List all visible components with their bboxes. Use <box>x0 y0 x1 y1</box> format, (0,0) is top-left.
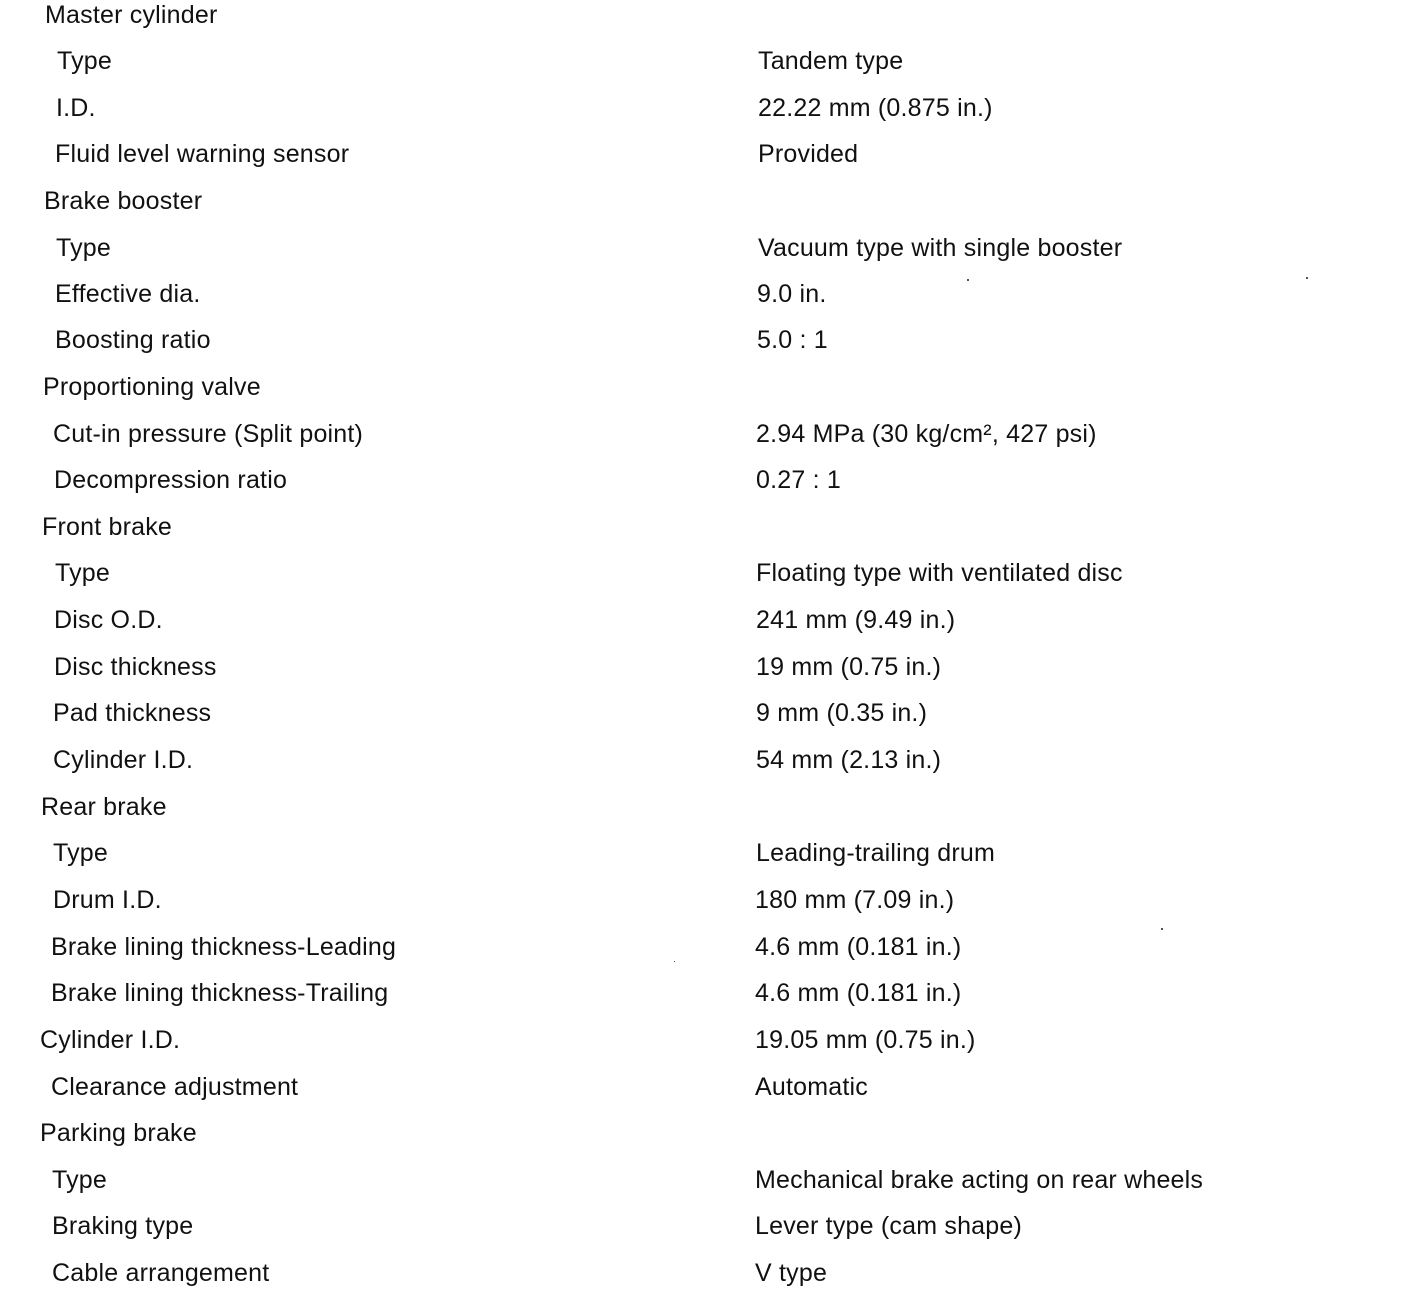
spec-row <box>0 652 1408 682</box>
spec-row <box>0 93 1408 123</box>
row-label: Brake booster <box>44 187 203 215</box>
spec-row <box>0 1025 1408 1055</box>
row-value: 0.27 : 1 <box>756 466 841 494</box>
spec-row <box>0 932 1408 962</box>
row-value: 241 mm (9.49 in.) <box>756 606 956 634</box>
row-value: Provided <box>758 140 859 168</box>
spec-row <box>0 465 1408 495</box>
spec-row <box>0 558 1408 588</box>
row-label: Disc O.D. <box>54 606 163 634</box>
spec-row <box>0 1258 1408 1288</box>
row-value: 4.6 mm (0.181 in.) <box>755 979 962 1007</box>
scan-speck <box>1161 928 1163 930</box>
row-label: Boosting ratio <box>55 326 211 354</box>
row-label: Type <box>57 47 112 75</box>
row-label: Brake lining thickness-Trailing <box>51 979 389 1007</box>
row-label: Drum I.D. <box>53 886 162 914</box>
section-header-proportioning-valve <box>0 372 1408 402</box>
row-value: Leading-trailing drum <box>756 839 996 867</box>
row-label: Cable arrangement <box>52 1259 270 1287</box>
row-label: Parking brake <box>40 1119 197 1147</box>
section-header-rear-brake <box>0 792 1408 822</box>
row-value: 4.6 mm (0.181 in.) <box>755 933 962 961</box>
row-label: Brake lining thickness-Leading <box>51 933 397 961</box>
row-label: Front brake <box>42 513 173 541</box>
spec-row <box>0 978 1408 1008</box>
row-value: V type <box>755 1259 828 1287</box>
row-value: Tandem type <box>758 47 904 75</box>
row-value: 22.22 mm (0.875 in.) <box>758 94 993 122</box>
row-value: 9.0 in. <box>757 280 827 308</box>
row-value: Lever type (cam shape) <box>755 1212 1023 1240</box>
row-value: 2.94 MPa (30 kg/cm², 427 psi) <box>756 420 1097 448</box>
spec-row <box>0 139 1408 169</box>
row-value: 5.0 : 1 <box>757 326 828 354</box>
spec-row <box>0 1211 1408 1241</box>
spec-row <box>0 46 1408 76</box>
row-label: Master cylinder <box>45 1 218 29</box>
row-label: Type <box>52 1166 107 1194</box>
row-label: Cylinder I.D. <box>40 1026 181 1054</box>
spec-row <box>0 745 1408 775</box>
spec-row <box>0 325 1408 355</box>
row-value: 19.05 mm (0.75 in.) <box>755 1026 976 1054</box>
section-header-master-cylinder <box>0 0 1408 30</box>
row-label: Effective dia. <box>55 280 201 308</box>
row-label: Fluid level warning sensor <box>55 140 350 168</box>
row-value: 180 mm (7.09 in.) <box>755 886 955 914</box>
section-header-brake-booster <box>0 186 1408 216</box>
row-value: Floating type with ventilated disc <box>756 559 1123 587</box>
row-label: Cylinder I.D. <box>53 746 194 774</box>
spec-row <box>0 1072 1408 1102</box>
row-label: I.D. <box>56 94 96 122</box>
scan-speck <box>967 279 969 281</box>
row-label: Disc thickness <box>54 653 217 681</box>
spec-row <box>0 605 1408 635</box>
row-value: 19 mm (0.75 in.) <box>756 653 942 681</box>
row-label: Proportioning valve <box>43 373 261 401</box>
spec-row <box>0 279 1408 309</box>
row-label: Type <box>56 234 111 262</box>
row-label: Type <box>55 559 110 587</box>
row-label: Clearance adjustment <box>51 1073 299 1101</box>
spec-row <box>0 885 1408 915</box>
section-header-parking-brake <box>0 1118 1408 1148</box>
row-label: Braking type <box>52 1212 194 1240</box>
row-label: Pad thickness <box>53 699 212 727</box>
spec-row <box>0 838 1408 868</box>
row-value: 9 mm (0.35 in.) <box>756 699 928 727</box>
scan-speck <box>1306 277 1308 279</box>
scan-speck <box>674 961 675 962</box>
row-label: Rear brake <box>41 793 167 821</box>
spec-row <box>0 698 1408 728</box>
row-label: Type <box>53 839 108 867</box>
row-value: Vacuum type with single booster <box>758 234 1123 262</box>
row-value: 54 mm (2.13 in.) <box>756 746 942 774</box>
spec-row <box>0 1165 1408 1195</box>
section-header-front-brake <box>0 512 1408 542</box>
spec-row <box>0 419 1408 449</box>
row-value: Mechanical brake acting on rear wheels <box>755 1166 1204 1194</box>
spec-row <box>0 233 1408 263</box>
row-value: Automatic <box>755 1073 868 1101</box>
row-label: Cut-in pressure (Split point) <box>53 420 364 448</box>
row-label: Decompression ratio <box>54 466 288 494</box>
